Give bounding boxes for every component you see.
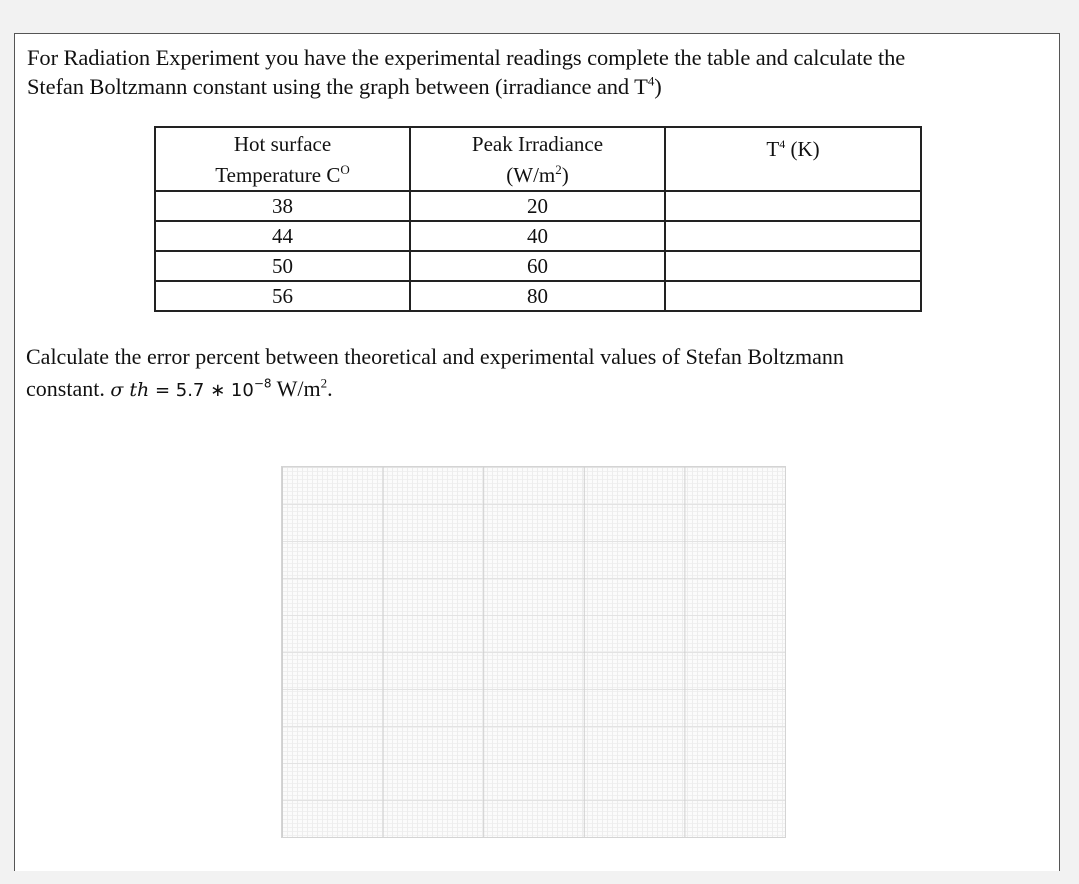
question-line-2 — [27, 72, 1047, 101]
sigma-value: = 5.7 ∗ 10 — [149, 380, 254, 401]
table-header-row — [155, 127, 921, 191]
header-t4-text — [666, 132, 920, 162]
sigma-unit-end: . — [327, 376, 333, 401]
question-superscript: 4 — [647, 73, 655, 89]
cell-irradiance: 40 — [410, 221, 665, 251]
table-row — [155, 191, 921, 221]
sigma-unit-superscript: 2 — [320, 375, 328, 391]
header-temperature-line1: Hot surface — [233, 132, 332, 156]
error-question-line-2 — [26, 373, 1046, 407]
sigma-unit: W/m — [271, 376, 321, 401]
header-t4-unit: (K) — [785, 137, 820, 161]
table-row — [155, 221, 921, 251]
cell-t4 — [665, 191, 921, 221]
t4-superscript: 4 — [779, 137, 786, 151]
cell-t4 — [665, 281, 921, 311]
table-row — [155, 281, 921, 311]
error-question-line-1: Calculate the error percent between theoretical and experimental values of Stefan Boltzmann — [26, 344, 844, 369]
cell-temperature: 38 — [155, 191, 410, 221]
header-irradiance — [410, 127, 665, 191]
cell-t4 — [665, 221, 921, 251]
document-page — [14, 33, 1060, 871]
cell-temperature: 50 — [155, 251, 410, 281]
error-question-text — [26, 341, 1046, 407]
question-text — [27, 43, 1047, 101]
header-irradiance-line1: Peak Irradiance — [471, 132, 604, 156]
question-line-1: For Radiation Experiment you have the experimental readings complete the table and calculate the — [27, 45, 906, 70]
question-line-2-end: ) — [654, 74, 662, 99]
sigma-exponent: −8 — [253, 376, 272, 391]
question-line-2-text: Stefan Boltzmann constant using the graph between (irradiance and T — [27, 74, 648, 99]
sigma-symbol: σ th — [110, 379, 150, 401]
cell-temperature: 56 — [155, 281, 410, 311]
cell-temperature: 44 — [155, 221, 410, 251]
cell-t4 — [665, 251, 921, 281]
header-temperature-text: Temperature C — [215, 163, 341, 187]
cell-irradiance: 60 — [410, 251, 665, 281]
header-t4 — [665, 127, 921, 191]
unit-superscript: 2 — [555, 162, 562, 177]
header-irradiance-unit-end: ) — [561, 163, 569, 187]
error-question-prefix: constant. — [26, 376, 111, 401]
page-top-border — [14, 33, 1060, 34]
header-irradiance-unit: (W/m — [506, 163, 556, 187]
table-row — [155, 251, 921, 281]
header-temperature — [155, 127, 410, 191]
header-temperature-line2 — [156, 157, 409, 188]
graph-paper — [281, 466, 786, 838]
cell-irradiance: 80 — [410, 281, 665, 311]
cell-irradiance: 20 — [410, 191, 665, 221]
header-irradiance-line2 — [411, 157, 664, 188]
header-t4-symbol: T — [766, 137, 780, 161]
degree-superscript: O — [340, 162, 350, 177]
readings-table — [154, 126, 922, 312]
